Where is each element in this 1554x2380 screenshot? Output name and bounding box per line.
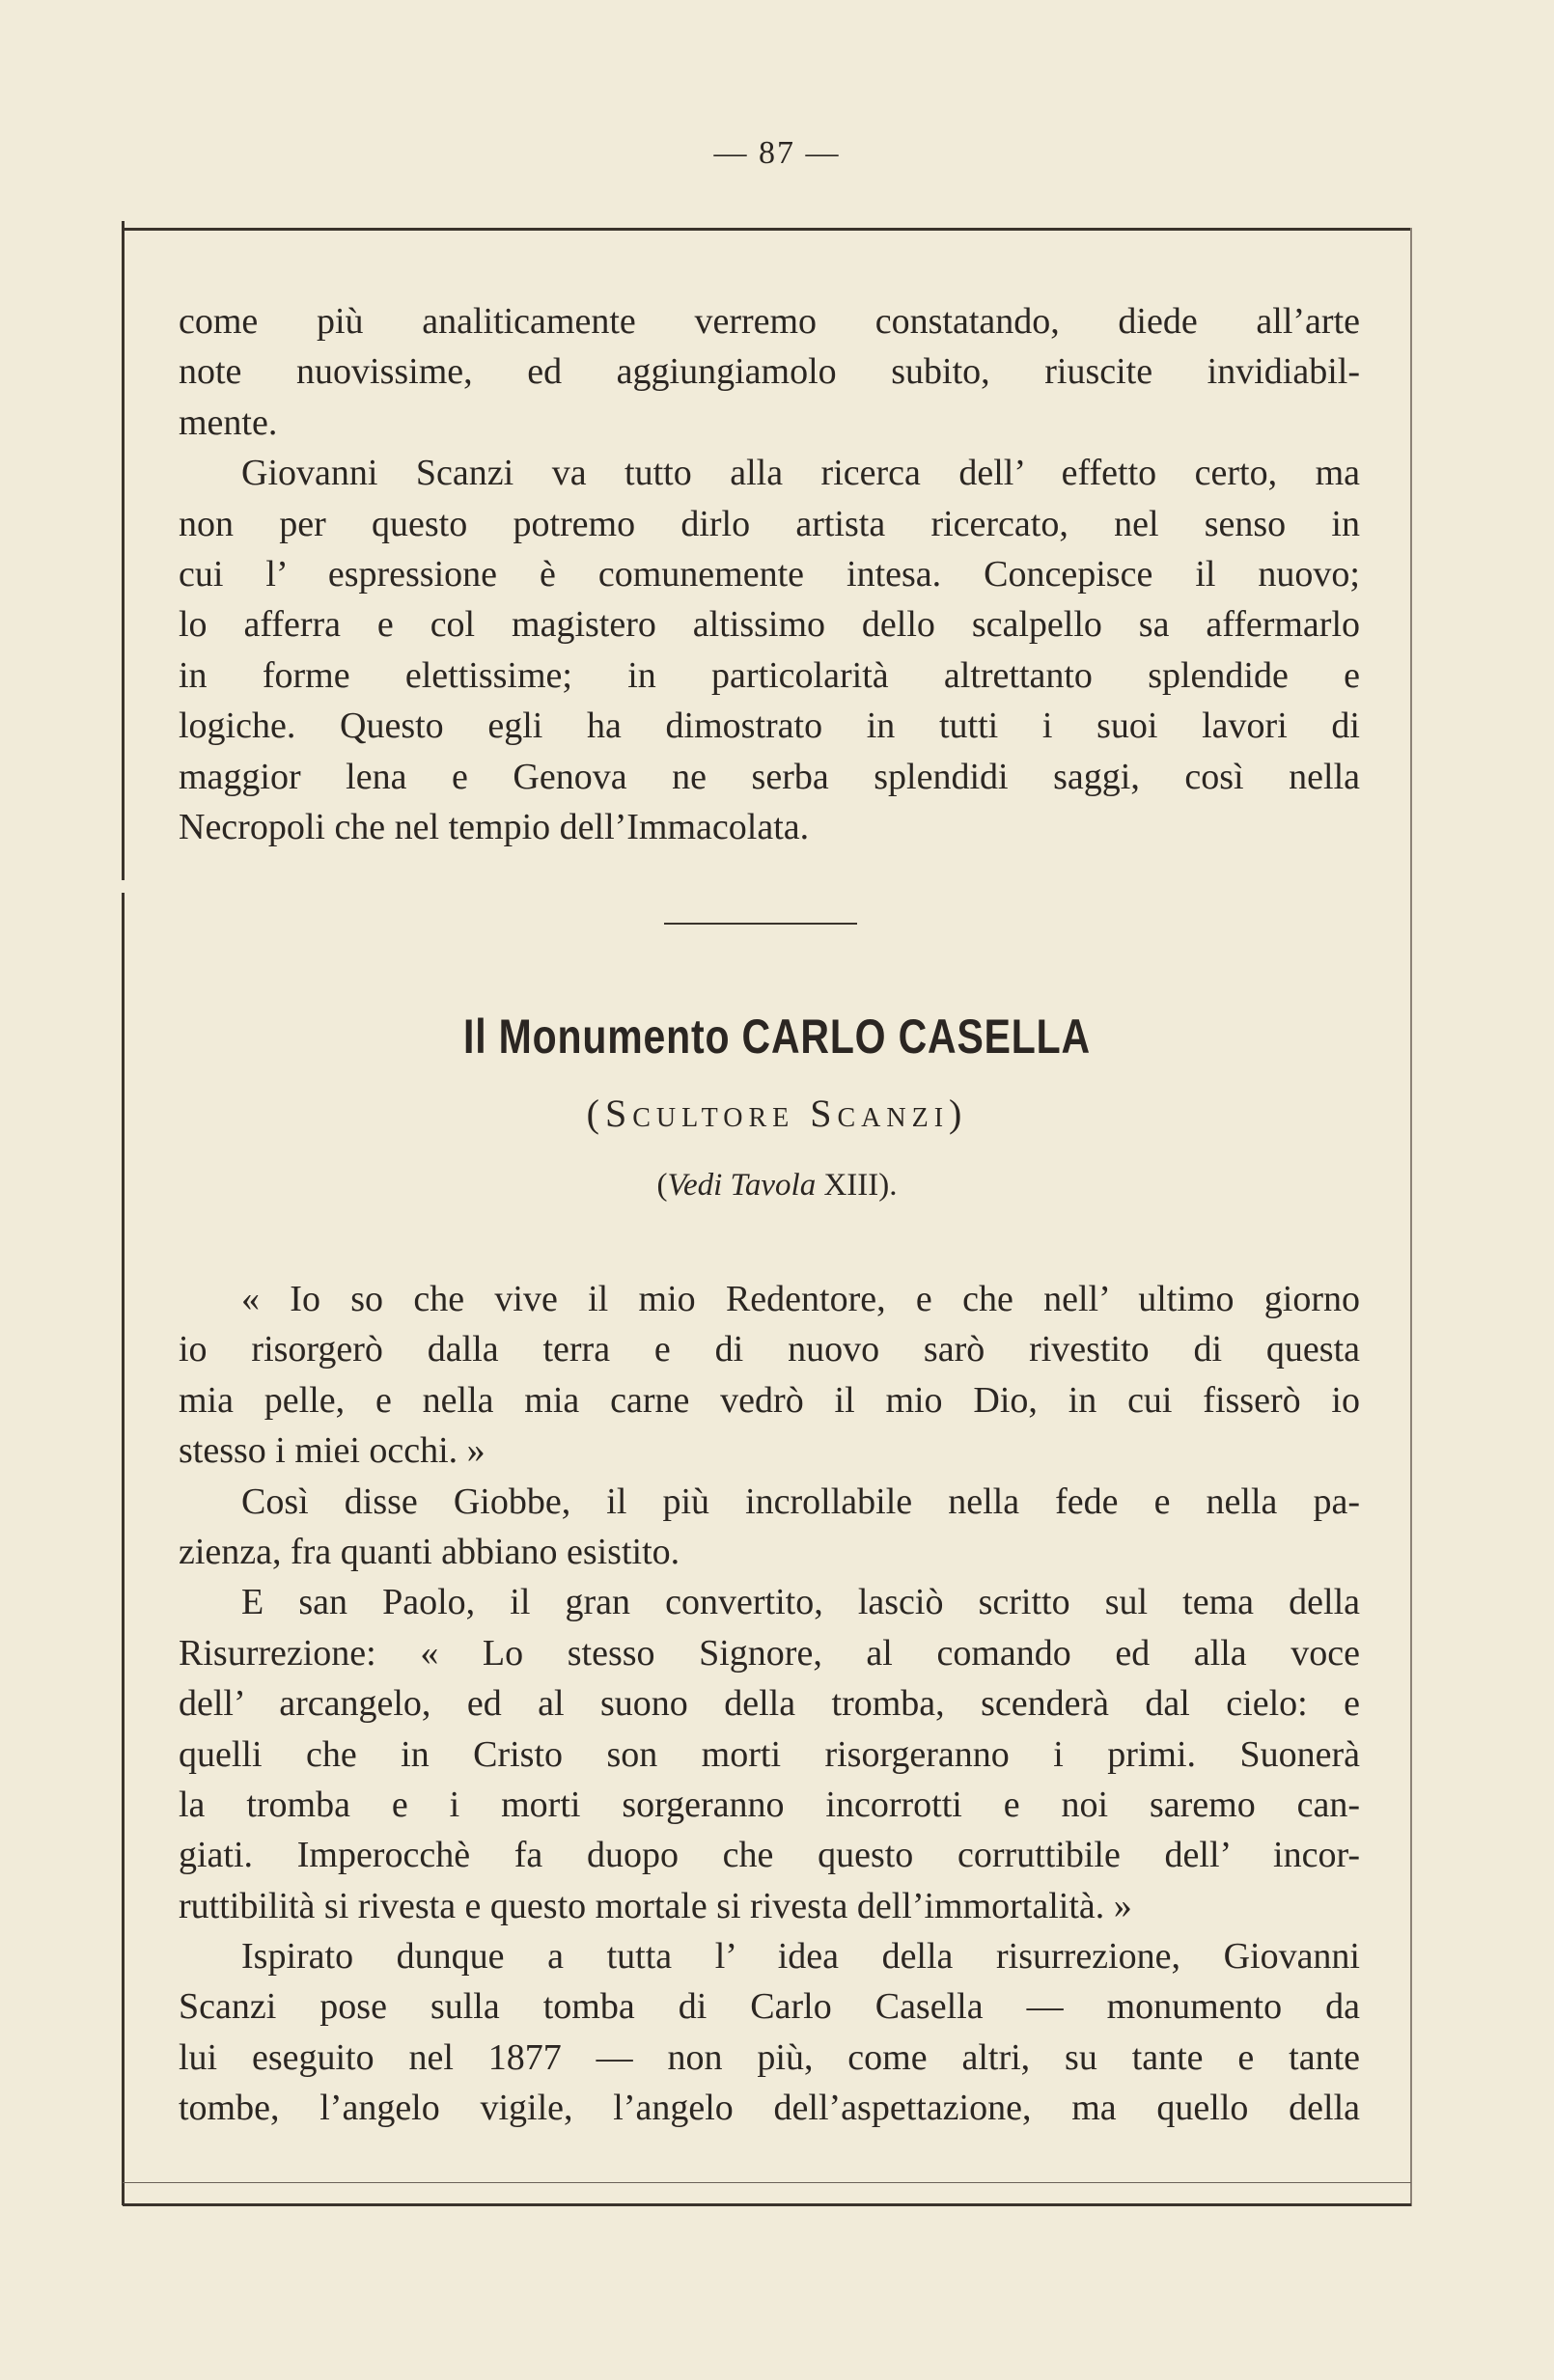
- text-line: Scanzi pose sulla tomba di Carlo Casella — monumento da: [179, 1986, 1360, 2028]
- text-line: mia pelle, e nella mia carne vedrò il mio Dio, in cui fisserò io: [179, 1379, 1360, 1421]
- section-subtitle: (Scultore Scanzi): [586, 1092, 968, 1135]
- frame-right-rule: [1410, 228, 1412, 2206]
- text-line: mente.: [179, 401, 278, 443]
- reference-open: (: [656, 1168, 668, 1203]
- text-line: lui eseguito nel 1877 — non più, come altri, su tante e tante: [179, 2036, 1360, 2078]
- frame-left-rule-upper: [122, 221, 125, 880]
- section-divider: [664, 923, 857, 925]
- text-line: dell’ arcangelo, ed al suono della tromba, scenderà dal cielo: e: [179, 1683, 1360, 1725]
- text-line: la tromba e i morti sorgeranno incorrotti e noi saremo can-: [179, 1784, 1360, 1825]
- text-line: zienza, fra quanti abbiano esistito.: [179, 1531, 680, 1572]
- reference-italic: Vedi Tavola: [667, 1168, 817, 1203]
- frame-left-rule-lower: [122, 893, 125, 2205]
- text-line: maggior lena e Genova ne serba splendidi saggi, così nella: [179, 756, 1360, 797]
- text-line: in forme elettissime; in particolarità altrettanto splendide e: [179, 654, 1360, 696]
- text-line: ruttibilità si rivesta e questo mortale si rivesta dell’immortalità. »: [179, 1885, 1132, 1926]
- text-line: tombe, l’angelo vigile, l’angelo dell’aspettazione, ma quello della: [179, 2088, 1360, 2129]
- reference-rest: XIII).: [816, 1168, 898, 1203]
- text-line: Così disse Giobbe, il più incrollabile nella fede e nella pa-: [241, 1481, 1360, 1522]
- frame-top-rule: [123, 228, 1411, 231]
- text-line: stesso i miei occhi. »: [179, 1430, 486, 1472]
- text-line: logiche. Questo egli ha dimostrato in tutti i suoi lavori di: [179, 706, 1360, 747]
- text-line: cui l’ espressione è comunemente intesa. Concepisce il nuovo;: [179, 553, 1360, 595]
- frame-bottom-rule: [123, 2203, 1411, 2206]
- text-line: non per questo potremo dirlo artista ricercato, nel senso in: [179, 503, 1360, 544]
- text-line: lo afferra e col magistero altissimo dello scalpello sa affermarlo: [179, 604, 1360, 646]
- text-line: quelli che in Cristo son morti risorgeranno i primi. Suonerà: [179, 1733, 1360, 1775]
- text-line: Necropoli che nel tempio dell’Immacolata.: [179, 806, 810, 847]
- page-number: — 87 —: [713, 135, 841, 171]
- text-line: note nuovissime, ed aggiungiamolo subito, riuscite invidiabil-: [179, 351, 1360, 393]
- text-line: E san Paolo, il gran convertito, lasciò scritto sul tema della: [241, 1582, 1360, 1623]
- text-line: io risorgerò dalla terra e di nuovo sarò rivestito di questa: [179, 1329, 1360, 1370]
- text-line: come più analiticamente verremo constatando, diede all’arte: [179, 301, 1360, 342]
- plate-reference: [0, 1168, 1554, 1204]
- text-line: Giovanni Scanzi va tutto alla ricerca dell’ effetto certo, ma: [241, 453, 1360, 494]
- text-line: giati. Imperocchè fa duopo che questo corruttibile dell’ incor-: [179, 1835, 1360, 1876]
- text-line: « Io so che vive il mio Redentore, e che nell’ ultimo giorno: [241, 1279, 1360, 1319]
- frame-bottom-thin-rule: [123, 2182, 1411, 2183]
- text-line: Ispirato dunque a tutta l’ idea della risurrezione, Giovanni: [241, 1936, 1360, 1978]
- text-line: Risurrezione: « Lo stesso Signore, al comando ed alla voce: [179, 1632, 1360, 1674]
- body-text-bottom: [179, 1274, 1360, 2134]
- body-text-top: [179, 296, 1360, 852]
- section-title: Il Monumento CARLO CASELLA: [463, 1010, 1091, 1064]
